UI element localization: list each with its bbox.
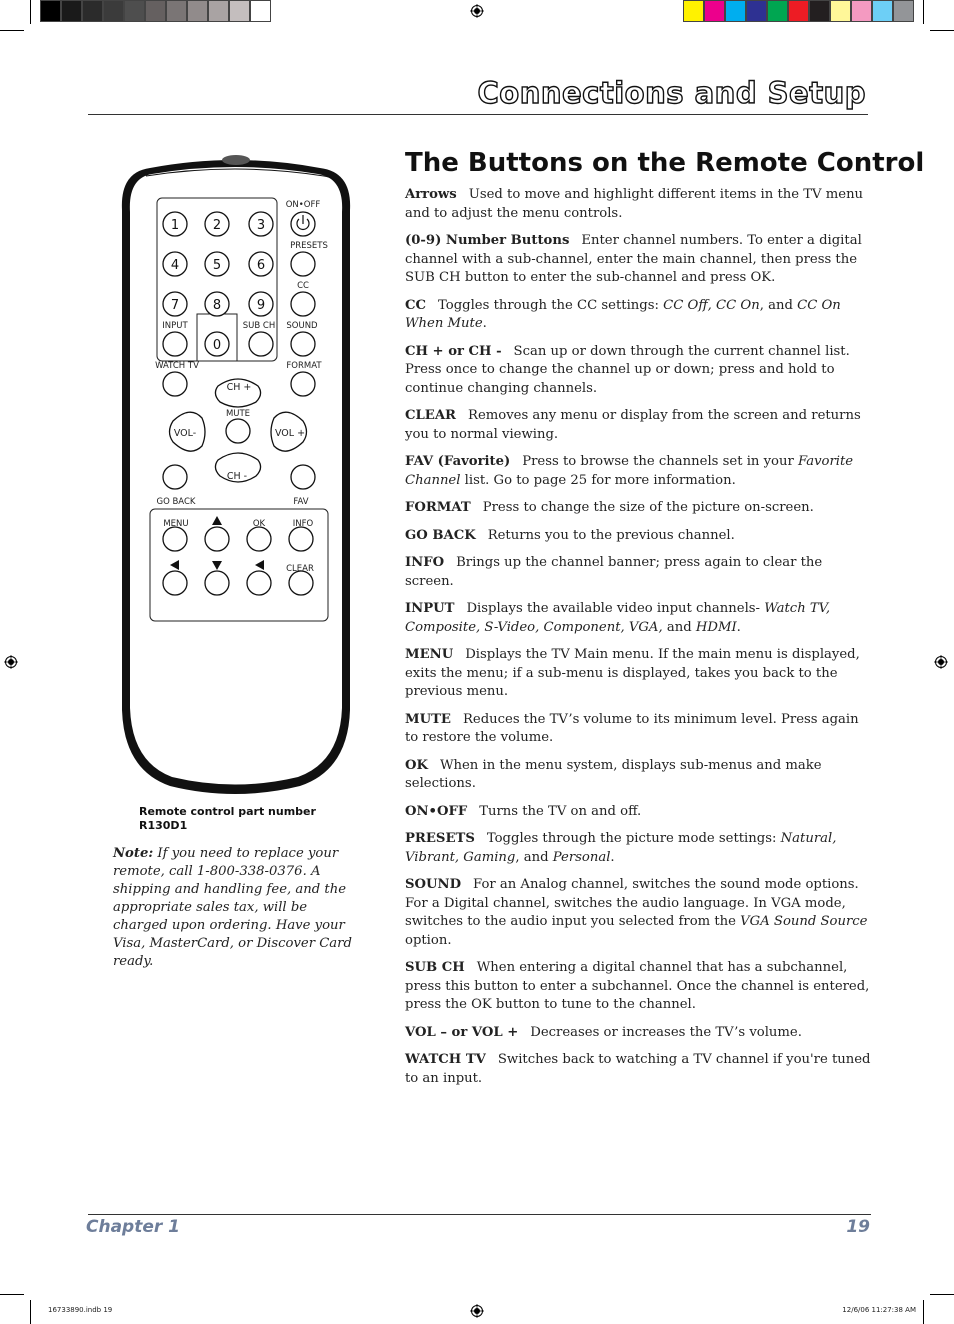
def-term: PRESETS [405,831,475,846]
def-text: and [666,619,692,635]
color-swatch [124,0,145,22]
gray-color-bar [40,0,271,22]
def-text: . [610,849,615,865]
def-text: Turns the TV on and off. [479,803,642,819]
def-text: , and [515,849,549,865]
def-text: Press to change the size of the picture on-screen. [482,500,814,515]
def-text: Brings up the channel banner; press again to clear the screen. [405,555,823,589]
digit-4-label: 4 [170,258,180,273]
def-text: option. [405,932,452,948]
registration-mark-icon [470,4,484,18]
def-cc [405,297,873,334]
crop-mark [923,1300,924,1324]
crop-mark [923,0,924,24]
menu-label: MENU [163,519,189,529]
def-text: . [482,316,487,331]
def-italic: Favorite Channel [405,454,854,488]
fav-label: FAV [293,497,309,507]
def-text: Decreases or increases the TV’s volume. [530,1024,802,1040]
def-text: Displays the TV Main menu. If the main menu is displayed, exits the menu; if a sub-menu is displayed, takes you back to the previous menu. [405,647,860,699]
def-text: Toggles through the CC settings: [438,297,659,313]
def-term: VOL – or VOL + [405,1024,519,1040]
color-swatch [704,0,725,22]
crop-mark [30,1300,31,1324]
replacement-note [113,845,361,971]
def-text: For an Analog channel, switches the sound mode options. For a Digital channel, switches the audio language. In VGA mode, switches to the audio input you selected from the [405,877,859,929]
info-label: INFO [292,519,314,529]
section-title: The Buttons on the Remote Control [405,148,925,178]
color-swatch [61,0,82,22]
def-go-back [405,527,873,546]
def-term: (0-9) Number Buttons [405,233,570,248]
def-italic: CC On When Mute [405,297,841,331]
crop-mark [30,0,31,24]
print-slug-timestamp: 12/6/06 11:27:38 AM [842,1306,916,1314]
digit-7-label: 7 [170,298,180,313]
on-off-label: ON•OFF [285,200,321,210]
def-text: Returns you to the previous channel. [487,527,735,543]
def-term: Arrows [405,187,457,202]
clear-label: CLEAR [286,564,314,574]
note-text: If you need to replace your remote, call 1-800-338-0376. A shipping and handling fee, and the appropriate sales tax, will be charged upon ordering. Have your Visa, MasterCard, or Discover Card ready. [113,846,352,969]
color-swatch [872,0,893,22]
sub-ch-label: SUB CH [242,321,276,331]
page-header-title: Connections and Setup [477,76,866,110]
digit-1-label: 1 [170,218,180,233]
def-sub-ch [405,959,873,1015]
caption-part-number: R130D1 [139,819,188,832]
remote-control-illustration [110,150,360,800]
def-arrows [405,186,873,223]
color-swatch [767,0,788,22]
def-term: ON•OFF [405,803,468,819]
def-term: GO BACK [405,527,476,543]
def-text: Press to browse the channels set in your [522,454,794,469]
def-format [405,499,873,518]
def-text: Toggles through the picture mode settings: [486,831,777,846]
def-term: CLEAR [405,408,457,423]
digit-5-label: 5 [212,258,222,273]
def-text: When in the menu system, displays sub-menus and make selections. [405,757,822,791]
color-swatch [683,0,704,22]
header-rule [88,114,868,115]
vol-plus-label: VOL + [274,428,306,439]
note-lead: Note: [113,846,154,861]
def-term: FAV (Favorite) [405,454,511,469]
def-term: WATCH TV [405,1052,486,1067]
def-italic: Watch TV, Composite, S-Video, Component, VGA, [405,601,831,635]
def-term: CH + or CH - [405,343,502,359]
footer-chapter: Chapter 1 [86,1217,181,1237]
button-definitions [405,186,873,1097]
go-back-label: GO BACK [156,497,196,507]
def-term: MUTE [405,711,451,727]
def-text: list. Go to page 25 for more information. [464,472,736,488]
def-text: Removes any menu or display from the screen and returns you to normal viewing. [405,408,861,442]
color-swatch [725,0,746,22]
def-input [405,600,873,637]
def-vol [405,1024,873,1043]
def-term: SOUND [405,877,462,892]
ok-label: OK [252,519,266,529]
def-italic: Natural, Vibrant, Gaming [405,831,837,865]
registration-mark-icon [4,655,18,669]
def-term: FORMAT [405,500,471,515]
print-slug-file: 16733890.indb 19 [48,1306,113,1314]
def-info [405,554,873,591]
digit-8-label: 8 [212,298,222,313]
def-text: Used to move and highlight different items in the TV menu and to adjust the menu controls. [405,187,864,221]
def-ch [405,343,873,399]
process-color-bar [683,0,914,22]
def-italic: VGA Sound Source [740,914,868,929]
def-term: MENU [405,647,454,662]
def-term: CC [405,297,426,313]
def-text: Switches back to watching a TV channel if you're tuned to an input. [405,1052,871,1086]
color-swatch [893,0,914,22]
def-watch-tv [405,1051,873,1088]
color-swatch [208,0,229,22]
def-text: When entering a digital channel that has a subchannel, press this button to enter a subchannel. Once the channel is entered, press the OK button to tune to the channel. [405,960,870,1012]
format-label: FORMAT [286,361,322,371]
def-mute [405,711,873,748]
digit-6-label: 6 [256,258,266,273]
color-swatch [82,0,103,22]
page-number: 19 [846,1217,870,1237]
digit-2-label: 2 [212,218,222,233]
ch-minus-label: CH - [226,471,248,482]
def-term: OK [405,757,428,773]
registration-mark-icon [934,655,948,669]
watch-tv-label: WATCH TV [155,361,199,371]
mute-label: MUTE [225,409,251,419]
color-swatch [229,0,250,22]
def-italic: CC Off, CC On [663,297,760,313]
def-ok [405,757,873,794]
ch-plus-label: CH + [226,382,252,393]
crop-mark [930,30,954,31]
color-swatch [851,0,872,22]
input-label: INPUT [162,321,188,331]
color-swatch [166,0,187,22]
digit-0-label: 0 [212,338,222,353]
def-text: . [736,619,741,635]
color-swatch [145,0,166,22]
def-clear [405,407,873,444]
color-swatch [250,0,271,22]
color-swatch [103,0,124,22]
color-swatch [809,0,830,22]
def-sound [405,876,873,950]
crop-mark [930,1294,954,1295]
def-term: INPUT [405,601,455,616]
def-text: Displays the available video input channels- [466,601,761,616]
color-swatch [746,0,767,22]
def-text: Reduces the TV’s volume to its minimum level. Press again to restore the volume. [405,711,859,745]
def-italic: Personal [552,849,611,865]
def-on-off [405,803,873,822]
def-presets [405,830,873,867]
def-menu [405,646,873,702]
cc-label: CC [297,281,309,291]
remote-caption [139,805,316,833]
caption-line: Remote control part number [139,805,316,818]
crop-mark [0,30,24,31]
color-swatch [830,0,851,22]
color-swatch [40,0,61,22]
vol-minus-label: VOL- [173,428,197,439]
digit-9-label: 9 [256,298,266,313]
color-swatch [788,0,809,22]
digit-3-label: 3 [256,218,266,233]
color-swatch [187,0,208,22]
def-text: Enter channel numbers. To enter a digital channel with a sub-channel, enter the main channel, then press the SUB CH button to enter the sub-channel and press OK. [405,233,862,285]
presets-label: PRESETS [290,241,328,251]
footer-rule [88,1214,871,1215]
registration-mark-icon [470,1304,484,1318]
def-number-buttons [405,232,873,288]
def-term: SUB CH [405,960,465,975]
crop-mark [0,1294,24,1295]
def-text: , and [759,297,793,313]
def-text: Scan up or down through the current channel list. Press once to change the channel up or down; press and hold to continue changing channels. [405,343,850,396]
sound-label: SOUND [286,321,318,331]
def-italic: HDMI [695,619,737,635]
def-term: INFO [405,555,445,570]
def-fav [405,453,873,490]
